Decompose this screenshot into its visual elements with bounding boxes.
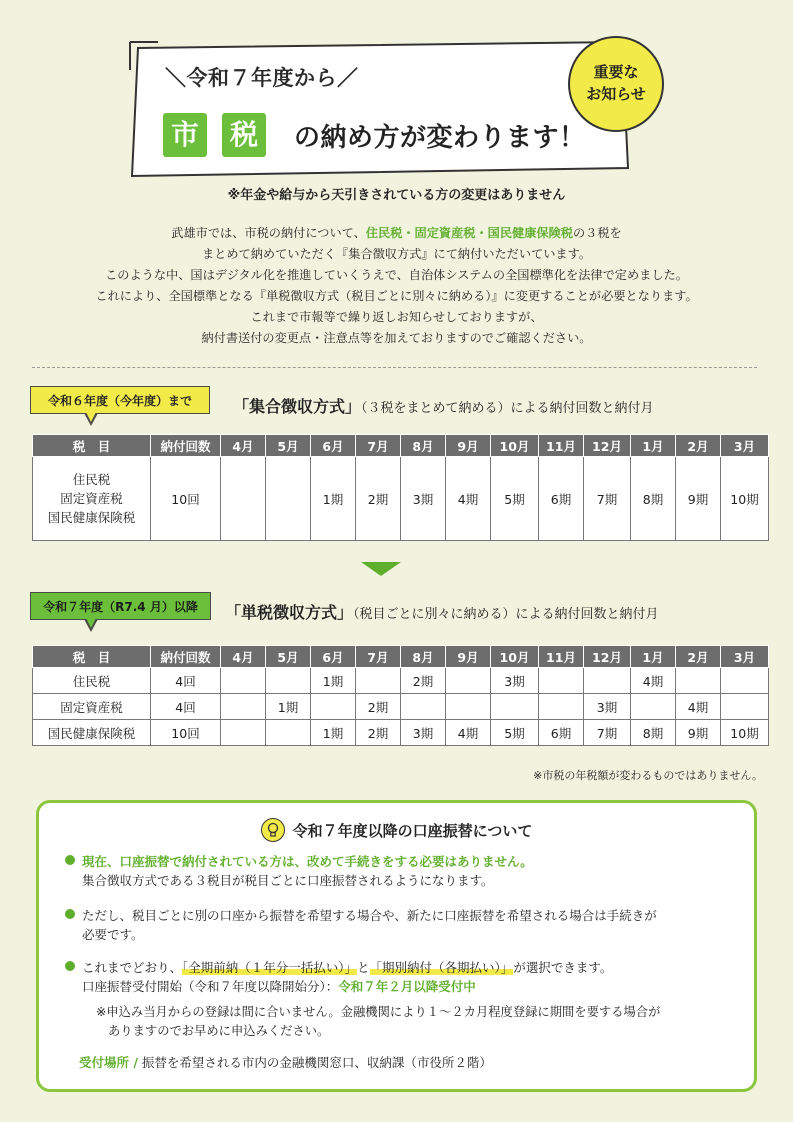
reception-text: 振替を希望される市内の金融機関窓口、収納課（市役所２階） xyxy=(141,1055,492,1070)
month-cell: 3期 xyxy=(401,720,446,746)
intro-line-6: 納付書送付の変更点・注意点等を加えておりますのでご確認ください。 xyxy=(201,331,592,345)
info-heading xyxy=(0,818,793,842)
header-month: 11月 xyxy=(539,646,584,668)
month-cell: 7期 xyxy=(584,457,631,541)
intro-highlight: 住民税・固定資産税・国民健康保険税 xyxy=(365,226,573,240)
month-cell: 1期 xyxy=(311,668,356,694)
important-notice-badge xyxy=(568,36,664,132)
headline: の納め方が変わります！ xyxy=(294,123,586,153)
table-row xyxy=(33,694,769,720)
header-count: 納付回数 xyxy=(151,435,221,457)
tag-pointer-fill xyxy=(86,618,96,628)
count-cell: 4回 xyxy=(151,694,221,720)
acceptance-start: 令和７年２月以降受付中 xyxy=(338,979,476,994)
caution-line: ありますのでお早めに申込みください。 xyxy=(108,1024,330,1038)
section-title-rest: （税目ごとに別々に納める）による納付回数と納付月 xyxy=(353,607,659,622)
month-cell: 6期 xyxy=(539,720,584,746)
sub-note: ※年金や給与から天引きされている方の変更はありません xyxy=(227,188,566,203)
arrow-down-icon xyxy=(361,562,401,576)
reception-place xyxy=(79,1053,492,1071)
count-cell: 10回 xyxy=(151,457,221,541)
header-month: 2月 xyxy=(676,435,721,457)
bullet-title: 現在、口座振替で納付されている方は、改めて手続きをする必要はありません。 xyxy=(82,854,533,869)
table-row xyxy=(33,457,769,541)
section-title-bold: 「集合徴収方式」 xyxy=(233,397,362,416)
kanji-box-tax: 税 xyxy=(222,113,266,157)
month-cell xyxy=(221,694,266,720)
badge-line-1: 重要な xyxy=(593,63,639,82)
month-cell: 3期 xyxy=(401,457,446,541)
month-cell: 5期 xyxy=(491,720,539,746)
highlighted-option: 「全期前納（１年分一括払い）」 xyxy=(182,960,358,975)
month-cell: 4期 xyxy=(446,457,491,541)
header-month: 5月 xyxy=(266,646,311,668)
count-cell: 4回 xyxy=(151,668,221,694)
month-cell: 2期 xyxy=(401,668,446,694)
header-month: 1月 xyxy=(631,435,676,457)
info-bullet-2 xyxy=(82,906,722,944)
header-count: 納付回数 xyxy=(151,646,221,668)
header-month: 5月 xyxy=(266,435,311,457)
eyebrow-text: ＼令和７年度から／ xyxy=(165,66,359,90)
table-row xyxy=(33,720,769,746)
month-cell: 1期 xyxy=(266,694,311,720)
tax-cell: 国民健康保険税 xyxy=(33,720,151,746)
month-cell xyxy=(631,694,676,720)
intro-line-2: まとめて納めていただく『集合徴収方式』にて納付いただいています。 xyxy=(201,247,592,261)
header-month: 1月 xyxy=(631,646,676,668)
month-cell: 3期 xyxy=(491,668,539,694)
table-header-row xyxy=(33,435,769,457)
month-cell xyxy=(676,668,721,694)
header-tax: 税 目 xyxy=(33,435,151,457)
header-month: 8月 xyxy=(401,435,446,457)
header-month: 7月 xyxy=(356,435,401,457)
month-cell: 4期 xyxy=(446,720,491,746)
month-cell xyxy=(266,720,311,746)
header-month: 7月 xyxy=(356,646,401,668)
month-cell: 10期 xyxy=(721,720,769,746)
period-tag-2024: 令和６年度（今年度）まで xyxy=(30,386,210,414)
month-cell xyxy=(446,668,491,694)
month-cell: 6期 xyxy=(539,457,584,541)
month-cell: 4期 xyxy=(676,694,721,720)
intro-line-5: これまで市報等で繰り返しお知らせしておりますが、 xyxy=(250,310,543,324)
section-title-rest: （３税をまとめて納める）による納付回数と納付月 xyxy=(361,401,654,416)
month-cell xyxy=(721,668,769,694)
month-cell xyxy=(311,694,356,720)
month-cell xyxy=(721,694,769,720)
intro-line-4: これにより、全国標準となる『単税徴収方式（税目ごとに別々に納める）』に変更することが必要となります。 xyxy=(95,289,698,303)
tax-name: 国民健康保険税 xyxy=(47,510,136,525)
month-cell: 1期 xyxy=(311,457,356,541)
month-cell xyxy=(491,694,539,720)
reception-label: 受付場所 / xyxy=(79,1055,138,1070)
lightbulb-icon xyxy=(261,818,285,842)
tag-pointer-fill xyxy=(86,412,96,422)
month-cell: 2期 xyxy=(356,457,401,541)
period-tag-2025: 令和７年度（R7.4 月）以降 xyxy=(30,592,211,620)
month-cell xyxy=(266,457,311,541)
month-cell xyxy=(221,720,266,746)
intro-line-1 xyxy=(0,223,793,244)
month-cell xyxy=(539,668,584,694)
month-cell xyxy=(221,668,266,694)
header-month: 3月 xyxy=(721,646,769,668)
header-month: 4月 xyxy=(221,435,266,457)
month-cell: 1期 xyxy=(311,720,356,746)
info-heading-text: 令和７年度以降の口座振替について xyxy=(292,821,533,840)
month-cell: 7期 xyxy=(584,720,631,746)
month-cell: 3期 xyxy=(584,694,631,720)
bullet-body: ただし、税目ごとに別の口座から振替を希望する場合や、新たに口座振替を希望される場合は手続きが xyxy=(82,908,657,923)
header-month: 6月 xyxy=(311,646,356,668)
month-cell: 2期 xyxy=(356,694,401,720)
header-card-frame xyxy=(128,40,630,180)
header-month: 10月 xyxy=(491,646,539,668)
bullet-dot xyxy=(65,909,75,919)
tax-name: 住民税 xyxy=(72,472,111,487)
tax-name: 固定資産税 xyxy=(60,491,123,506)
schedule-table-2024 xyxy=(32,434,769,541)
header-tax: 税 目 xyxy=(33,646,151,668)
month-cell: 9期 xyxy=(676,457,721,541)
kanji-box-city: 市 xyxy=(163,113,207,157)
header-month: 9月 xyxy=(446,435,491,457)
intro-paragraph xyxy=(0,223,793,349)
header-card xyxy=(128,40,630,180)
month-cell: 4期 xyxy=(631,668,676,694)
header-month: 4月 xyxy=(221,646,266,668)
table-row xyxy=(33,668,769,694)
tax-cell: 住民税 xyxy=(33,668,151,694)
bullet-text: と xyxy=(357,960,370,975)
tax-cell xyxy=(33,457,151,541)
bullet-body: 集合徴収方式である３税目が税目ごとに口座振替されるようになります。 xyxy=(82,873,494,888)
intro-text: の３税を xyxy=(572,226,622,240)
schedule-table-2025 xyxy=(32,645,769,746)
bullet-text: 口座振替受付開始（令和７年度以降開始分）： xyxy=(82,979,339,994)
count-cell: 10回 xyxy=(151,720,221,746)
header-month: 6月 xyxy=(311,435,356,457)
tax-cell: 固定資産税 xyxy=(33,694,151,720)
header-month: 12月 xyxy=(584,435,631,457)
month-cell xyxy=(266,668,311,694)
header-month: 11月 xyxy=(539,435,584,457)
info-box xyxy=(36,800,757,1092)
month-cell: 9期 xyxy=(676,720,721,746)
month-cell xyxy=(401,694,446,720)
bullet-dot xyxy=(65,961,75,971)
dashed-divider xyxy=(32,367,757,368)
month-cell xyxy=(539,694,584,720)
bullet-dot xyxy=(65,855,75,865)
month-cell xyxy=(356,668,401,694)
month-cell: 2期 xyxy=(356,720,401,746)
month-cell xyxy=(221,457,266,541)
intro-text: 武雄市では、市税の納付について、 xyxy=(171,226,366,240)
month-cell: 8期 xyxy=(631,457,676,541)
month-cell: 8期 xyxy=(631,720,676,746)
header-month: 3月 xyxy=(721,435,769,457)
bullet-text: これまでどおり、 xyxy=(82,960,183,975)
caution-note xyxy=(96,1003,736,1041)
month-cell: 10期 xyxy=(721,457,769,541)
section-title-2025 xyxy=(225,600,659,623)
info-bullet-1 xyxy=(82,852,533,890)
section-title-2024 xyxy=(233,394,654,417)
highlighted-option: 「期別納付（各期払い）」 xyxy=(369,960,514,975)
header-month: 9月 xyxy=(446,646,491,668)
section-title-bold: 「単税徴収方式」 xyxy=(225,603,354,622)
month-cell: 5期 xyxy=(491,457,539,541)
badge-line-2: お知らせ xyxy=(586,85,646,103)
bullet-text: が選択できます。 xyxy=(513,960,613,975)
bullet-body: 必要です。 xyxy=(82,927,144,942)
header-month: 12月 xyxy=(584,646,631,668)
intro-line-3: このような中、国はデジタル化を推進していくうえで、自治体システムの全国標準化を法律で定めました。 xyxy=(105,268,688,282)
month-cell xyxy=(584,668,631,694)
header-month: 10月 xyxy=(491,435,539,457)
footnote: ※市税の年税額が変わるものではありません。 xyxy=(533,769,763,782)
header-month: 2月 xyxy=(676,646,721,668)
header-month: 8月 xyxy=(401,646,446,668)
table-header-row xyxy=(33,646,769,668)
month-cell xyxy=(446,694,491,720)
info-bullet-3 xyxy=(82,958,742,996)
caution-line: ※申込み当月からの登録は間に合いません。金融機関により１～２カ月程度登録に期間を要する場合が xyxy=(96,1005,661,1019)
